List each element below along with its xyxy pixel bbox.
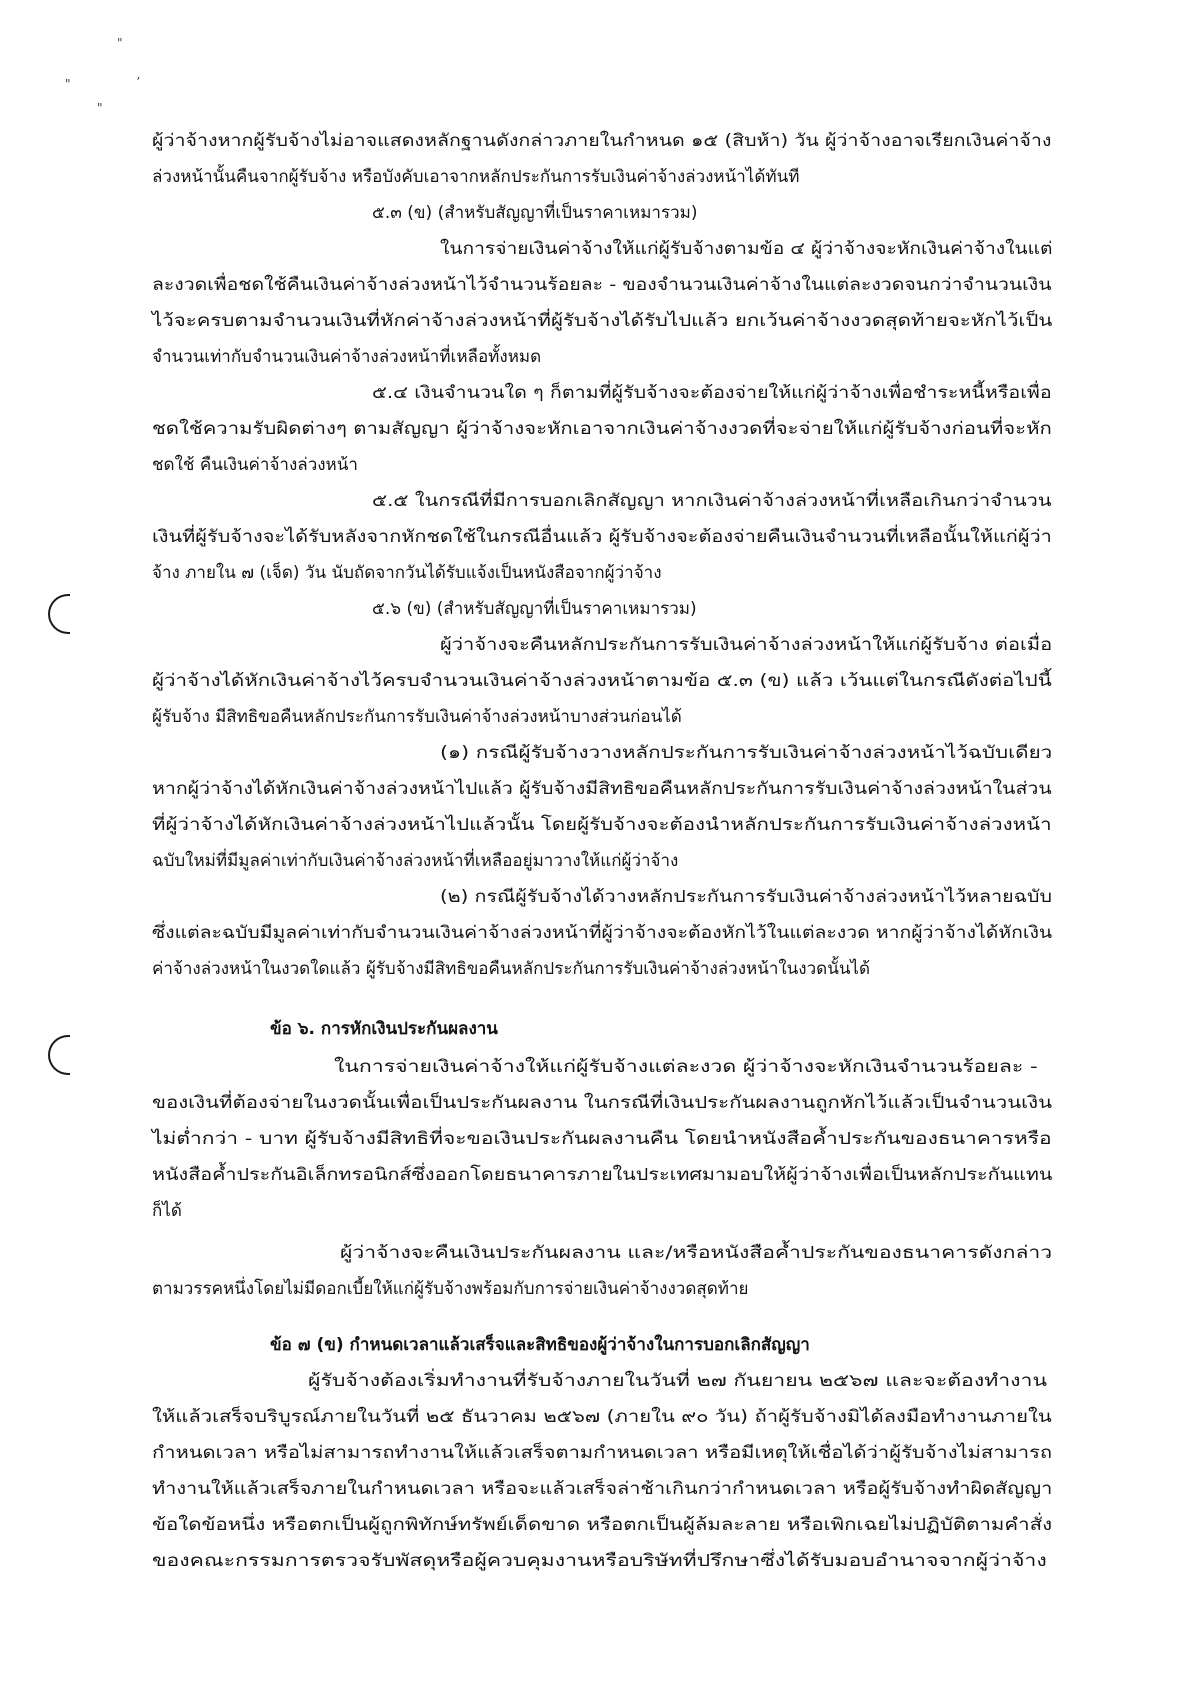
text-line: ผู้ว่าจ้างจะคืนหลักประกันการรับเงินค่าจ้างล่วงหน้าให้แก่ผู้รับจ้าง ต่อเมื่อ bbox=[440, 635, 1053, 655]
punch-hole-mark bbox=[48, 1035, 70, 1075]
text-line: ซึ่งแต่ละฉบับมีมูลค่าเท่ากับจำนวนเงินค่าจ้างล่วงหน้าที่ผู้ว่าจ้างจะต้องหักไว้ในแต่ละงวด หากผู้ว่าจ้างได้หักเงิน bbox=[152, 923, 1053, 943]
margin-mark: ʼ bbox=[136, 75, 140, 89]
text-line: ในการจ่ายเงินค่าจ้างให้แก่ผู้รับจ้างตามข้อ ๔ ผู้ว่าจ้างจะหักเงินค่าจ้างในแต่ bbox=[440, 239, 1053, 259]
text-line: ๕.๔ เงินจำนวนใด ๆ ก็ตามที่ผู้รับจ้างจะต้องจ่ายให้แก่ผู้ว่าจ้างเพื่อชำระหนี้หรือเพื่อ bbox=[372, 383, 1052, 403]
text-line: ของคณะกรรมการตรวจรับพัสดุหรือผู้ควบคุมงานหรือบริษัทที่ปรึกษาซึ่งได้รับมอบอำนาจจากผู้ว่าจ้าง bbox=[152, 1551, 1047, 1571]
text-line: ก็ได้ bbox=[152, 1201, 182, 1221]
text-line: ๕.๓ (ข) (สำหรับสัญญาที่เป็นราคาเหมารวม) bbox=[372, 203, 698, 223]
text-line: ชดใช้ คืนเงินค่าจ้างล่วงหน้า bbox=[152, 455, 358, 475]
text-line: หากผู้ว่าจ้างได้หักเงินค่าจ้างล่วงหน้าไปแล้ว ผู้รับจ้างมีสิทธิขอคืนหลักประกันการรับเงินค่าจ้างล่วงหน้าในส่วน bbox=[152, 779, 1052, 799]
text-line: ไม่ต่ำกว่า - บาท ผู้รับจ้างมีสิทธิที่จะขอเงินประกันผลงานคืน โดยนำหนังสือค้ำประกันของธนาคารหรือ bbox=[152, 1129, 1052, 1149]
text-line: ฉบับใหม่ที่มีมูลค่าเท่ากับเงินค่าจ้างล่วงหน้าที่เหลืออยู่มาวางให้แก่ผู้ว่าจ้าง bbox=[152, 851, 679, 871]
text-line: ๕.๖ (ข) (สำหรับสัญญาที่เป็นราคาเหมารวม) bbox=[372, 599, 697, 619]
text-line: ข้อใดข้อหนึ่ง หรือตกเป็นผู้ถูกพิทักษ์ทรัพย์เด็ดขาด หรือตกเป็นผู้ล้มละลาย หรือเพิกเฉยไม่ปฏิบัติตามคำสั่ง bbox=[152, 1515, 1053, 1535]
text-line: ผู้รับจ้าง มีสิทธิขอคืนหลักประกันการรับเงินค่าจ้างล่วงหน้าบางส่วนก่อนได้ bbox=[152, 707, 682, 727]
text-line: ไว้จะครบตามจำนวนเงินที่หักค่าจ้างล่วงหน้าที่ผู้รับจ้างได้รับไปแล้ว ยกเว้นค่าจ้างงวดสุดท้ายจะหักไว้เป็น bbox=[152, 311, 1053, 331]
section-heading: ข้อ ๗ (ข) กำหนดเวลาแล้วเสร็จและสิทธิของผู้ว่าจ้างในการบอกเลิกสัญญา bbox=[270, 1335, 810, 1355]
text-line: (๑) กรณีผู้รับจ้างวางหลักประกันการรับเงินค่าจ้างล่วงหน้าไว้ฉบับเดียว bbox=[440, 743, 1053, 763]
text-line: ผู้ว่าจ้างหากผู้รับจ้างไม่อาจแสดงหลักฐานดังกล่าวภายในกำหนด ๑๕ (สิบห้า) วัน ผู้ว่าจ้างอาจเรียกเงินค่าจ้าง bbox=[152, 131, 1052, 151]
text-line: ชดใช้ความรับผิดต่างๆ ตามสัญญา ผู้ว่าจ้างจะหักเอาจากเงินค่าจ้างงวดที่จะจ่ายให้แก่ผู้รับจ้างก่อนที่จะหัก bbox=[152, 419, 1052, 439]
text-line: เงินที่ผู้รับจ้างจะได้รับหลังจากหักชดใช้ในกรณีอื่นแล้ว ผู้รับจ้างจะต้องจ่ายคืนเงินจำนวนที่เหลือนั้นให้แก่ผู้ว่า bbox=[152, 527, 1052, 547]
text-line: ตามวรรคหนึ่งโดยไม่มีดอกเบี้ยให้แก่ผู้รับจ้างพร้อมกับการจ่ายเงินค่าจ้างงวดสุดท้าย bbox=[152, 1279, 749, 1299]
text-line: ทำงานให้แล้วเสร็จภายในกำหนดเวลา หรือจะแล้วเสร็จล่าช้าเกินกว่ากำหนดเวลา หรือผู้รับจ้างทำผิดสัญญา bbox=[152, 1479, 1053, 1499]
text-line: ผู้รับจ้างต้องเริ่มทำงานที่รับจ้างภายในวันที่ ๒๗ กันยายน ๒๕๖๗ และจะต้องทำงาน bbox=[308, 1371, 1047, 1391]
text-line: จำนวนเท่ากับจำนวนเงินค่าจ้างล่วงหน้าที่เหลือทั้งหมด bbox=[152, 347, 542, 367]
text-line: ค่าจ้างล่วงหน้าในงวดใดแล้ว ผู้รับจ้างมีสิทธิขอคืนหลักประกันการรับเงินค่าจ้างล่วงหน้าในงวดนั้นได้ bbox=[152, 959, 871, 979]
text-line: ผู้ว่าจ้างจะคืนเงินประกันผลงาน และ/หรือหนังสือค้ำประกันของธนาคารดังกล่าว bbox=[340, 1243, 1053, 1263]
margin-mark: " bbox=[97, 101, 103, 115]
text-line: ๕.๕ ในกรณีที่มีการบอกเลิกสัญญา หากเงินค่าจ้างล่วงหน้าที่เหลือเกินกว่าจำนวน bbox=[372, 491, 1052, 511]
text-line: ผู้ว่าจ้างได้หักเงินค่าจ้างไว้ครบจำนวนเงินค่าจ้างล่วงหน้าตามข้อ ๕.๓ (ข) แล้ว เว้นแต่ในกรณีดังต่อไปนี้ bbox=[152, 671, 1052, 691]
punch-hole-mark bbox=[48, 594, 70, 634]
text-line: (๒) กรณีผู้รับจ้างได้วางหลักประกันการรับเงินค่าจ้างล่วงหน้าไว้หลายฉบับ bbox=[440, 887, 1053, 907]
text-line: จ้าง ภายใน ๗ (เจ็ด) วัน นับถัดจากวันได้รับแจ้งเป็นหนังสือจากผู้ว่าจ้าง bbox=[152, 563, 662, 583]
text-line: ละงวดเพื่อชดใช้คืนเงินค่าจ้างล่วงหน้าไว้จำนวนร้อยละ - ของจำนวนเงินค่าจ้างในแต่ละงวดจนกว่าจำนวนเงิน bbox=[152, 275, 1052, 295]
text-line: หนังสือค้ำประกันอิเล็กทรอนิกส์ซึ่งออกโดยธนาคารภายในประเทศมามอบให้ผู้ว่าจ้างเพื่อเป็นหลักประกันแทน bbox=[152, 1165, 1053, 1185]
text-line: ในการจ่ายเงินค่าจ้างให้แก่ผู้รับจ้างแต่ละงวด ผู้ว่าจ้างจะหักเงินจำนวนร้อยละ - bbox=[334, 1057, 1038, 1077]
text-line: ของเงินที่ต้องจ่ายในงวดนั้นเพื่อเป็นประกันผลงาน ในกรณีที่เงินประกันผลงานถูกหักไว้แล้วเป็นจำนวนเงิน bbox=[152, 1093, 1053, 1113]
text-line: กำหนดเวลา หรือไม่สามารถทำงานให้แล้วเสร็จตามกำหนดเวลา หรือมีเหตุให้เชื่อได้ว่าผู้รับจ้างไม่สามารถ bbox=[152, 1443, 1053, 1463]
text-line: ที่ผู้ว่าจ้างได้หักเงินค่าจ้างล่วงหน้าไปแล้วนั้น โดยผู้รับจ้างจะต้องนำหลักประกันการรับเงินค่าจ้างล่วงหน้า bbox=[152, 815, 1052, 835]
text-line: ให้แล้วเสร็จบริบูรณ์ภายในวันที่ ๒๕ ธันวาคม ๒๕๖๗ (ภายใน ๙๐ วัน) ถ้าผู้รับจ้างมิได้ลงมือทำงานภายใน bbox=[152, 1407, 1052, 1427]
text-line: ล่วงหน้านั้นคืนจากผู้รับจ้าง หรือบังคับเอาจากหลักประกันการรับเงินค่าจ้างล่วงหน้าได้ทันที bbox=[152, 167, 800, 187]
section-heading: ข้อ ๖. การหักเงินประกันผลงาน bbox=[270, 1019, 498, 1039]
margin-mark: " bbox=[65, 77, 71, 91]
margin-mark: " bbox=[117, 36, 123, 50]
